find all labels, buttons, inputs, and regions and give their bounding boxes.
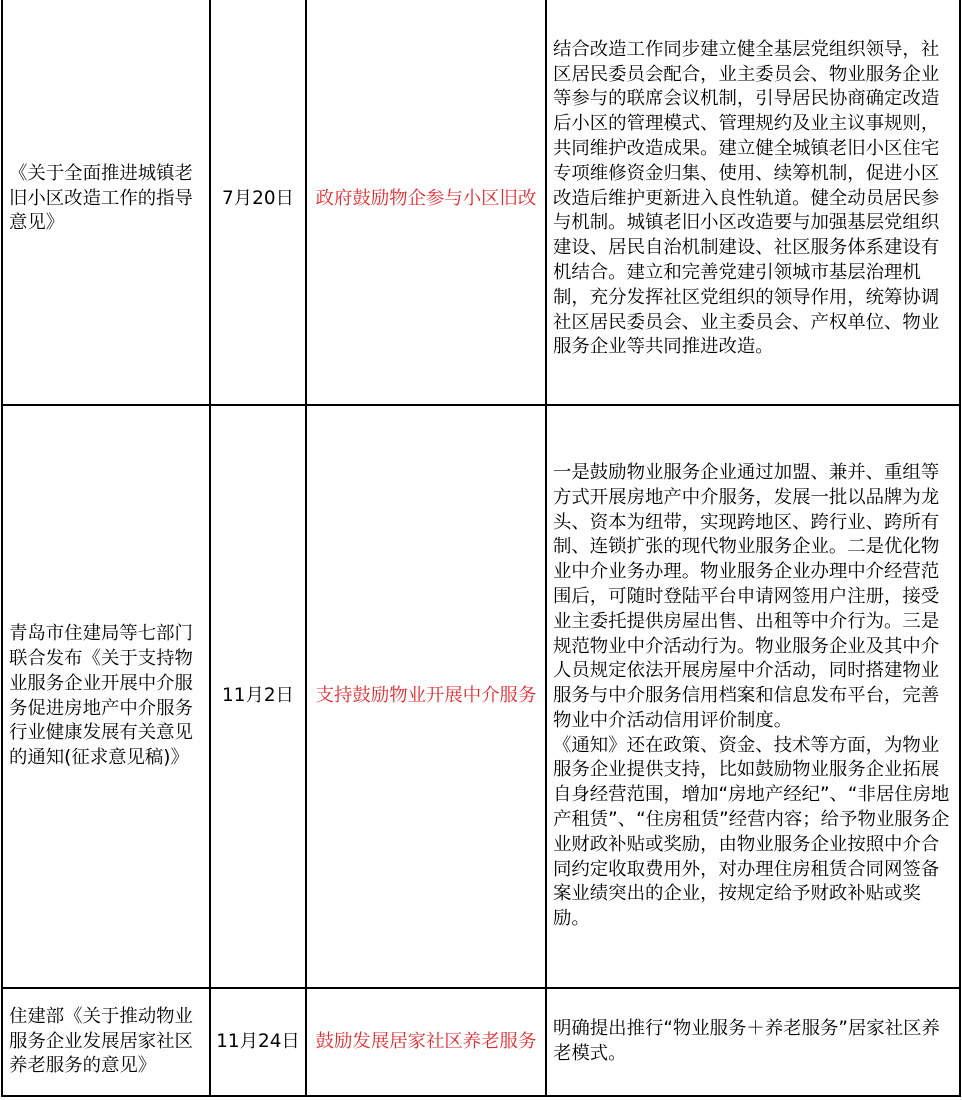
content-paragraph: 明确提出推行“物业服务＋养老服务”居家社区养老模式。 [553,1018,940,1064]
theme-cell: 鼓励发展居家社区养老服务 [306,988,546,1096]
policy-table [1,0,961,1097]
content-paragraph: 结合改造工作同步建立健全基层党组织领导，社区居民委员会配合，业主委员会、物业服务企业等参与的联席会议机制，引导居民协商确定改造后小区的管理模式、管理规约及业主议事规则，共同维护改造成果。建立健全城镇老旧小区住宅专项维修资金归集、使用、续筹机制，促进小区改造后维护更新进入良性轨道。健全动员居民参与机制。城镇老旧小区改造要与加强基层党组织建设、居民自治机制建设、社区服务体系建设有机结合。建立和完善党建引领城市基层治理机制，充分发挥社区党组织的领导作用，统筹协调社区居民委员会、业主委员会、产权单位、物业服务企业等共同推进改造。 [553,38,940,358]
date-cell: 7月20日 [210,0,306,405]
content-paragraph: 《通知》还在政策、资金、技术等方面，为物业服务企业提供支持，比如鼓励物业服务企业拓展自身经营范围，增加“房地产经纪”、“非居住房地产租赁”、“住房租赁”经营内容；给予物业服务企业财政补贴或奖励，由物业服务企业按照中介合同约定收取费用外，对办理住房租赁合同网签备案业绩突出的企业，按规定给予财政补贴或奖励。 [553,734,950,930]
policy-document-cell: 住建部《关于推动物业服务企业发展居家社区养老服务的意见》 [2,988,210,1096]
content-paragraph: 一是鼓励物业服务企业通过加盟、兼并、重组等方式开展房地产中介服务，发展一批以品牌为龙头、资本为纽带，实现跨地区、跨行业、跨所有制、连锁扩张的现代物业服务企业。二是优化物业中介业务办理。物业服务企业办理中介经营范围后，可随时登陆平台申请网签用户注册，接受业主委托提供房屋出售、出租等中介行为。三是规范物业中介活动行为。物业服务企业及其中介人员规定依法开展房屋中介活动，同时搭建物业服务与中介服务信用档案和信息发布平台，完善物业中介活动信用评价制度。 [553,461,940,731]
date-cell: 11月2日 [210,405,306,988]
theme-cell: 政府鼓励物企参与小区旧改 [306,0,546,405]
content-cell [546,0,960,405]
date-cell: 11月24日 [210,988,306,1096]
policy-document-cell: 青岛市住建局等七部门联合发布《关于支持物业服务企业开展中介服务促进房地产中介服务行业健康发展有关意见的通知(征求意见稿)》 [2,405,210,988]
content-cell [546,405,960,988]
theme-cell: 支持鼓励物业开展中介服务 [306,405,546,988]
policy-document-cell: 《关于全面推进城镇老旧小区改造工作的指导意见》 [2,0,210,405]
table-row [2,405,960,988]
table-row [2,988,960,1096]
table-row [2,0,960,405]
content-cell [546,988,960,1096]
